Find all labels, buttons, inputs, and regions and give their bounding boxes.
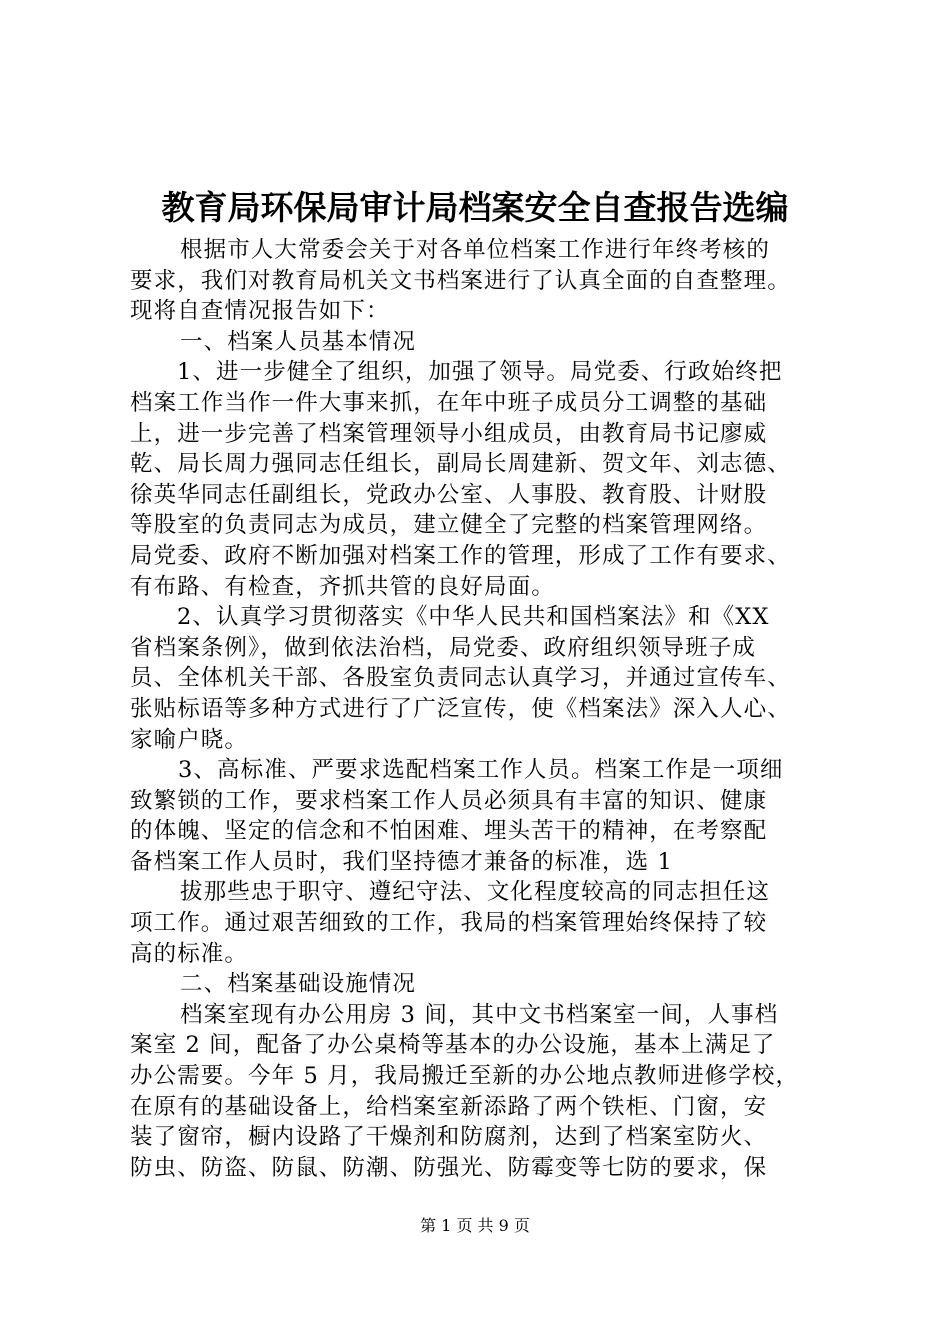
paragraph-line: 1、进一步健全了组织，加强了领导。局党委、行政始终把 bbox=[177, 359, 783, 386]
paragraph-line: 的体魄、坚定的信念和不怕困难、埋头苦干的精神，在考察配 bbox=[130, 818, 768, 845]
paragraph-line: 乾、局长周力强同志任组长，副局长周建新、贺文年、刘志德、 bbox=[130, 451, 791, 478]
paragraph-line: 高的标准。 bbox=[130, 940, 249, 967]
paragraph-line: 拔那些忠于职守、遵纪守法、文化程度较高的同志担任这 bbox=[180, 879, 771, 906]
section-heading: 二、档案基础设施情况 bbox=[180, 971, 417, 998]
page-footer: 第 1 页 共 9 页 bbox=[420, 1216, 530, 1235]
paragraph-line: 张贴标语等多种方式进行了广泛宣传，使《档案法》深入人心、 bbox=[130, 695, 791, 722]
document-body bbox=[130, 235, 842, 1183]
paragraph-line: 省档案条例》，做到依法治档，局党委、政府组织领导班子成 bbox=[130, 634, 756, 661]
section-heading: 一、档案人员基本情况 bbox=[180, 328, 417, 355]
paragraph-line: 要求，我们对教育局机关文书档案进行了认真全面的自查整理。 bbox=[130, 267, 791, 294]
paragraph-line: 办公需要。今年 5 月，我局搬迁至新的办公地点教师进修学校， bbox=[130, 1063, 800, 1090]
paragraph-line: 现将自查情况报告如下： bbox=[130, 298, 390, 325]
paragraph-line: 局党委、政府不断加强对档案工作的管理，形成了工作有要求、 bbox=[130, 542, 791, 569]
paragraph-line: 家喻户晓。 bbox=[130, 726, 249, 753]
paragraph-line: 项工作。通过艰苦细致的工作，我局的档案管理始终保持了较 bbox=[130, 910, 768, 937]
paragraph-line: 2、认真学习贯彻落实《中华人民共和国档案法》和《XX bbox=[177, 604, 770, 631]
paragraph-line: 防虫、防盗、防鼠、防潮、防强光、防霉变等七防的要求，保 bbox=[130, 1154, 768, 1181]
paragraph-line: 员、全体机关干部、各股室负责同志认真学习，并通过宣传车、 bbox=[130, 665, 791, 692]
paragraph-line: 档案室现有办公用房 3 间，其中文书档案室一间，人事档 bbox=[180, 1001, 779, 1028]
paragraph-line: 档案工作当作一件大事来抓，在年中班子成员分工调整的基础 bbox=[130, 389, 768, 416]
paragraph-line: 备档案工作人员时，我们坚持德才兼备的标准，选 1 bbox=[130, 848, 673, 875]
paragraph-line: 等股室的负责同志为成员，建立健全了完整的档案管理网络。 bbox=[130, 512, 768, 539]
paragraph-line: 在原有的基础设备上，给档案室新添路了两个铁柜、门窗，安 bbox=[130, 1093, 768, 1120]
paragraph-line: 上，进一步完善了档案管理领导小组成员，由教育局书记廖威 bbox=[130, 420, 768, 447]
paragraph-line: 根据市人大常委会关于对各单位档案工作进行年终考核的 bbox=[180, 237, 771, 263]
paragraph-line: 有布路、有检查，齐抓共管的良好局面。 bbox=[130, 573, 555, 600]
paragraph-line: 徐英华同志任副组长，党政办公室、人事股、教育股、计财股 bbox=[130, 481, 768, 508]
paragraph-line: 案室 2 间，配备了办公桌椅等基本的办公设施，基本上满足了 bbox=[130, 1032, 776, 1059]
paragraph-line: 装了窗帘，橱内设路了干燥剂和防腐剂，达到了档案室防火、 bbox=[130, 1124, 768, 1151]
document-title: 教育局环保局审计局档案安全自查报告选编 bbox=[161, 188, 789, 227]
paragraph-line: 3、高标准、严要求选配档案工作人员。档案工作是一项细 bbox=[178, 757, 784, 784]
paragraph-line: 致繁锁的工作，要求档案工作人员必须具有丰富的知识、健康 bbox=[130, 787, 768, 814]
